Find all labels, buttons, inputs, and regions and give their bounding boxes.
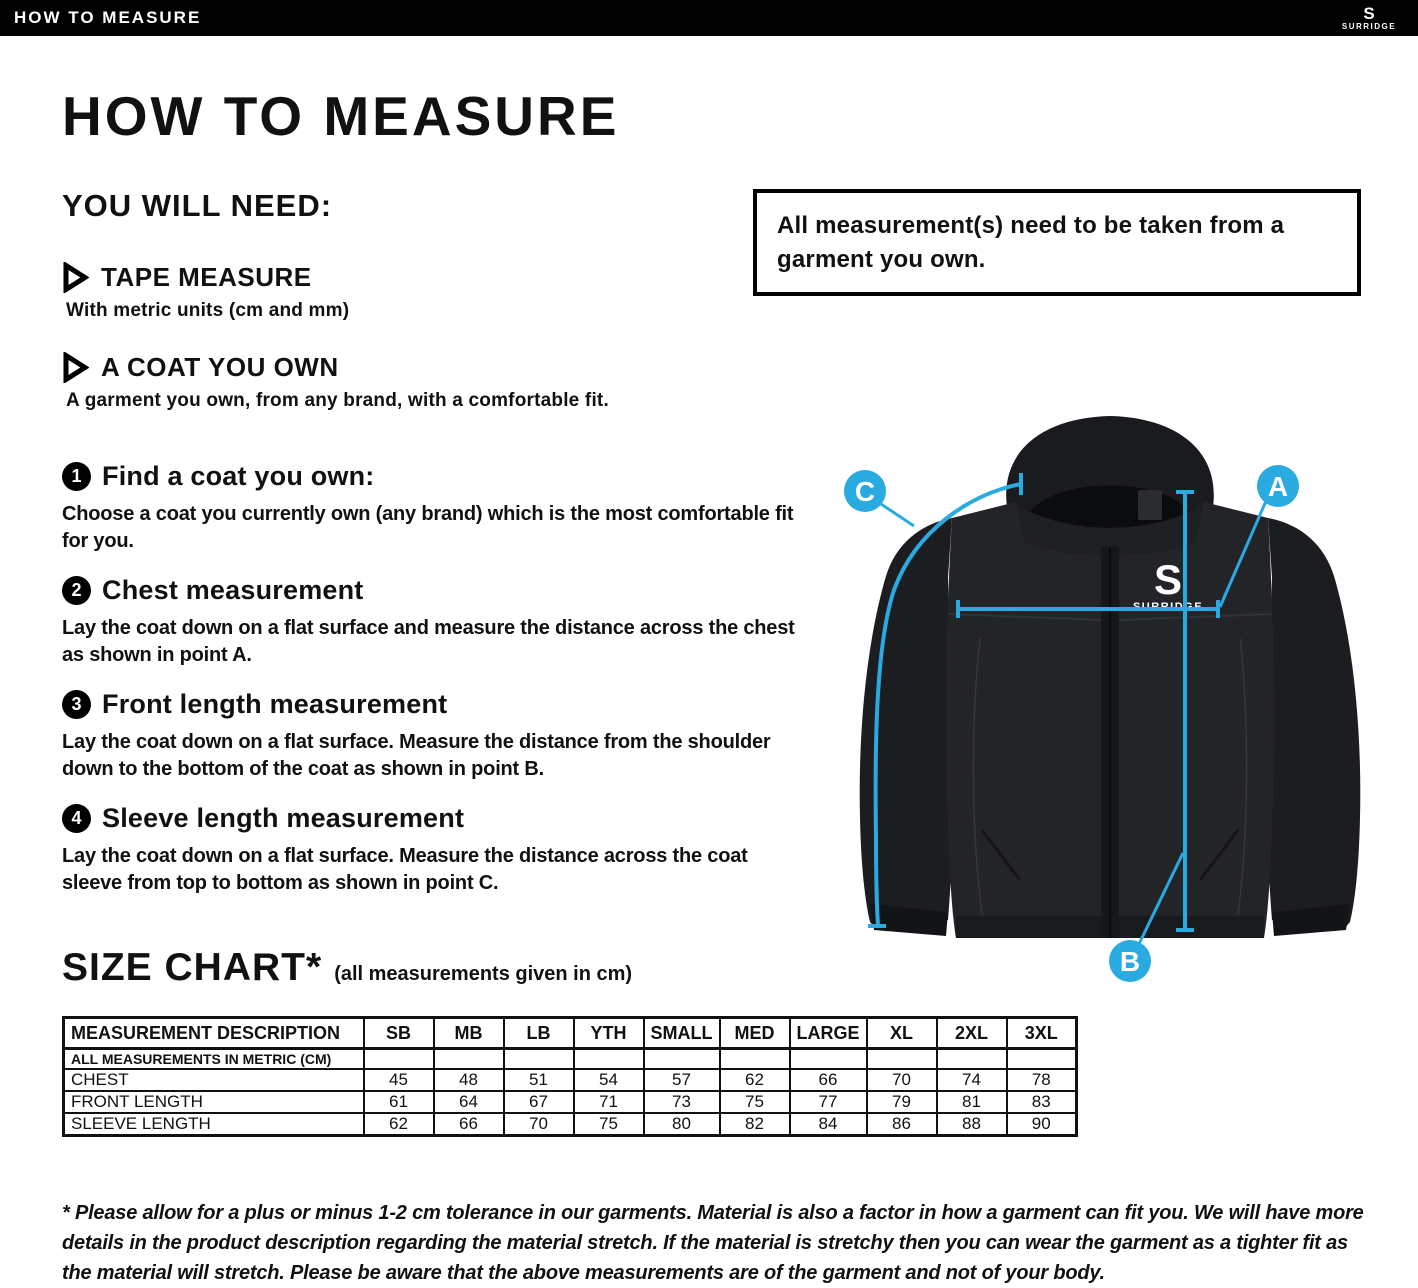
triangle-bullet-icon [62,262,89,293]
value-cell: 79 [867,1091,937,1113]
empty-cell [574,1049,644,1069]
value-cell: 88 [937,1113,1007,1136]
col-header-size: XL [867,1018,937,1049]
step-title: Sleeve length measurement [102,803,465,833]
surridge-logo [1334,1,1404,35]
you-will-need-heading: YOU WILL NEED: [62,188,333,223]
empty-cell [867,1049,937,1069]
jacket-right-sleeve [1267,518,1360,928]
jacket-left-sleeve [860,518,953,928]
step-number-badge: 1 [62,462,91,491]
empty-cell [937,1049,1007,1069]
empty-cell [434,1049,504,1069]
value-cell: 66 [790,1069,867,1091]
need-item-title: TAPE MEASURE [101,262,312,292]
col-header-description: MEASUREMENT DESCRIPTION [64,1018,364,1049]
value-cell: 80 [644,1113,720,1136]
jacket-illustration [820,398,1400,1018]
marker-a-label: A [1267,471,1289,502]
empty-cell [1007,1049,1077,1069]
value-cell: 77 [790,1091,867,1113]
step-1 [62,461,802,555]
surridge-s-icon: S [1363,4,1375,23]
col-header-size: 3XL [1007,1018,1077,1049]
step-description: Lay the coat down on a flat surface and measure the distance across the chest as shown in point A. [62,617,795,666]
empty-cell [720,1049,790,1069]
value-cell: 51 [504,1069,574,1091]
value-cell: 90 [1007,1113,1077,1136]
surridge-wordmark: SURRIDGE [1341,22,1397,31]
value-cell: 57 [644,1069,720,1091]
empty-cell [364,1049,434,1069]
empty-cell [790,1049,867,1069]
step-title: Front length measurement [102,689,448,719]
row-label-cell: CHEST [64,1069,364,1091]
step-number-badge: 2 [62,576,91,605]
value-cell: 70 [867,1069,937,1091]
step-2 [62,575,802,669]
step-description: Lay the coat down on a flat surface. Measure the distance from the shoulder down to the bottom of the coat as shown in point B. [62,731,771,780]
top-bar-title: HOW TO MEASURE [14,8,202,27]
value-cell: 83 [1007,1091,1077,1113]
size-chart-subtitle: (all measurements given in cm) [334,963,633,985]
jacket-velcro-patch [1138,490,1162,520]
measurement-note-text: All measurement(s) need to be taken from a garment you own. [777,212,1285,273]
table-row [64,1069,1077,1091]
value-cell: 75 [720,1091,790,1113]
need-item-tape-measure [62,262,349,322]
table-row [64,1091,1077,1113]
col-header-size: SMALL [644,1018,720,1049]
step-title: Chest measurement [102,575,364,605]
size-chart-heading-row [62,946,632,990]
value-cell: 78 [1007,1069,1077,1091]
value-cell: 71 [574,1091,644,1113]
garment-logo-wordmark: SURRIDGE [1132,601,1204,613]
step-number-badge: 4 [62,804,91,833]
col-header-size: LB [504,1018,574,1049]
value-cell: 62 [364,1113,434,1136]
need-item-description: With metric units (cm and mm) [66,300,350,321]
step-description: Choose a coat you currently own (any brand) which is the most comfortable fit for you. [62,503,794,552]
value-cell: 74 [937,1069,1007,1091]
need-item-coat [62,352,609,412]
step-title: Find a coat you own: [102,461,375,491]
value-cell: 61 [364,1091,434,1113]
table-header-row [64,1018,1077,1049]
value-cell: 84 [790,1113,867,1136]
col-header-size: LARGE [790,1018,867,1049]
value-cell: 66 [434,1113,504,1136]
step-number-badge: 3 [62,690,91,719]
top-bar [0,0,1418,36]
value-cell: 75 [574,1113,644,1136]
measurement-note-box [753,189,1361,296]
value-cell: 70 [504,1113,574,1136]
marker-b-label: B [1119,946,1141,977]
row-label-cell: SLEEVE LENGTH [64,1113,364,1136]
size-chart-table [62,1016,1078,1137]
page-title: HOW TO MEASURE [62,85,620,147]
value-cell: 48 [434,1069,504,1091]
col-header-size: YTH [574,1018,644,1049]
col-header-size: MB [434,1018,504,1049]
metric-note-cell: ALL MEASUREMENTS IN METRIC (CM) [64,1049,364,1069]
marker-c-label: C [854,476,876,507]
value-cell: 62 [720,1069,790,1091]
value-cell: 81 [937,1091,1007,1113]
col-header-size: SB [364,1018,434,1049]
empty-cell [504,1049,574,1069]
garment-logo-s-icon: S [1153,556,1183,603]
value-cell: 86 [867,1113,937,1136]
row-label-cell: FRONT LENGTH [64,1091,364,1113]
need-item-description: A garment you own, from any brand, with a comfortable fit. [66,390,609,411]
value-cell: 45 [364,1069,434,1091]
size-chart-title: SIZE CHART* [62,946,323,989]
triangle-bullet-icon [62,352,89,383]
step-description: Lay the coat down on a flat surface. Measure the distance across the coat sleeve from top to bottom as shown in point C. [62,845,748,894]
value-cell: 73 [644,1091,720,1113]
empty-cell [644,1049,720,1069]
tolerance-footnote: * Please allow for a plus or minus 1-2 cm tolerance in our garments. Material is also a factor in how a garment can fit you. We will have more details in the product description regarding the material stretch. If the material is stretchy then you can wear the garment as a tighter fit as the material will stretch. Please be aware that the above measurements are of the garment and not of your body. [62,1202,1364,1284]
step-3 [62,689,802,783]
table-row [64,1113,1077,1136]
value-cell: 54 [574,1069,644,1091]
value-cell: 67 [504,1091,574,1113]
step-4 [62,803,802,897]
col-header-size: MED [720,1018,790,1049]
metric-note-row [64,1049,1077,1069]
value-cell: 64 [434,1091,504,1113]
value-cell: 82 [720,1113,790,1136]
col-header-size: 2XL [937,1018,1007,1049]
marker-c-leader-line [881,504,914,526]
jacket-measurement-diagram [820,398,1400,1018]
need-item-title: A COAT YOU OWN [101,352,339,382]
